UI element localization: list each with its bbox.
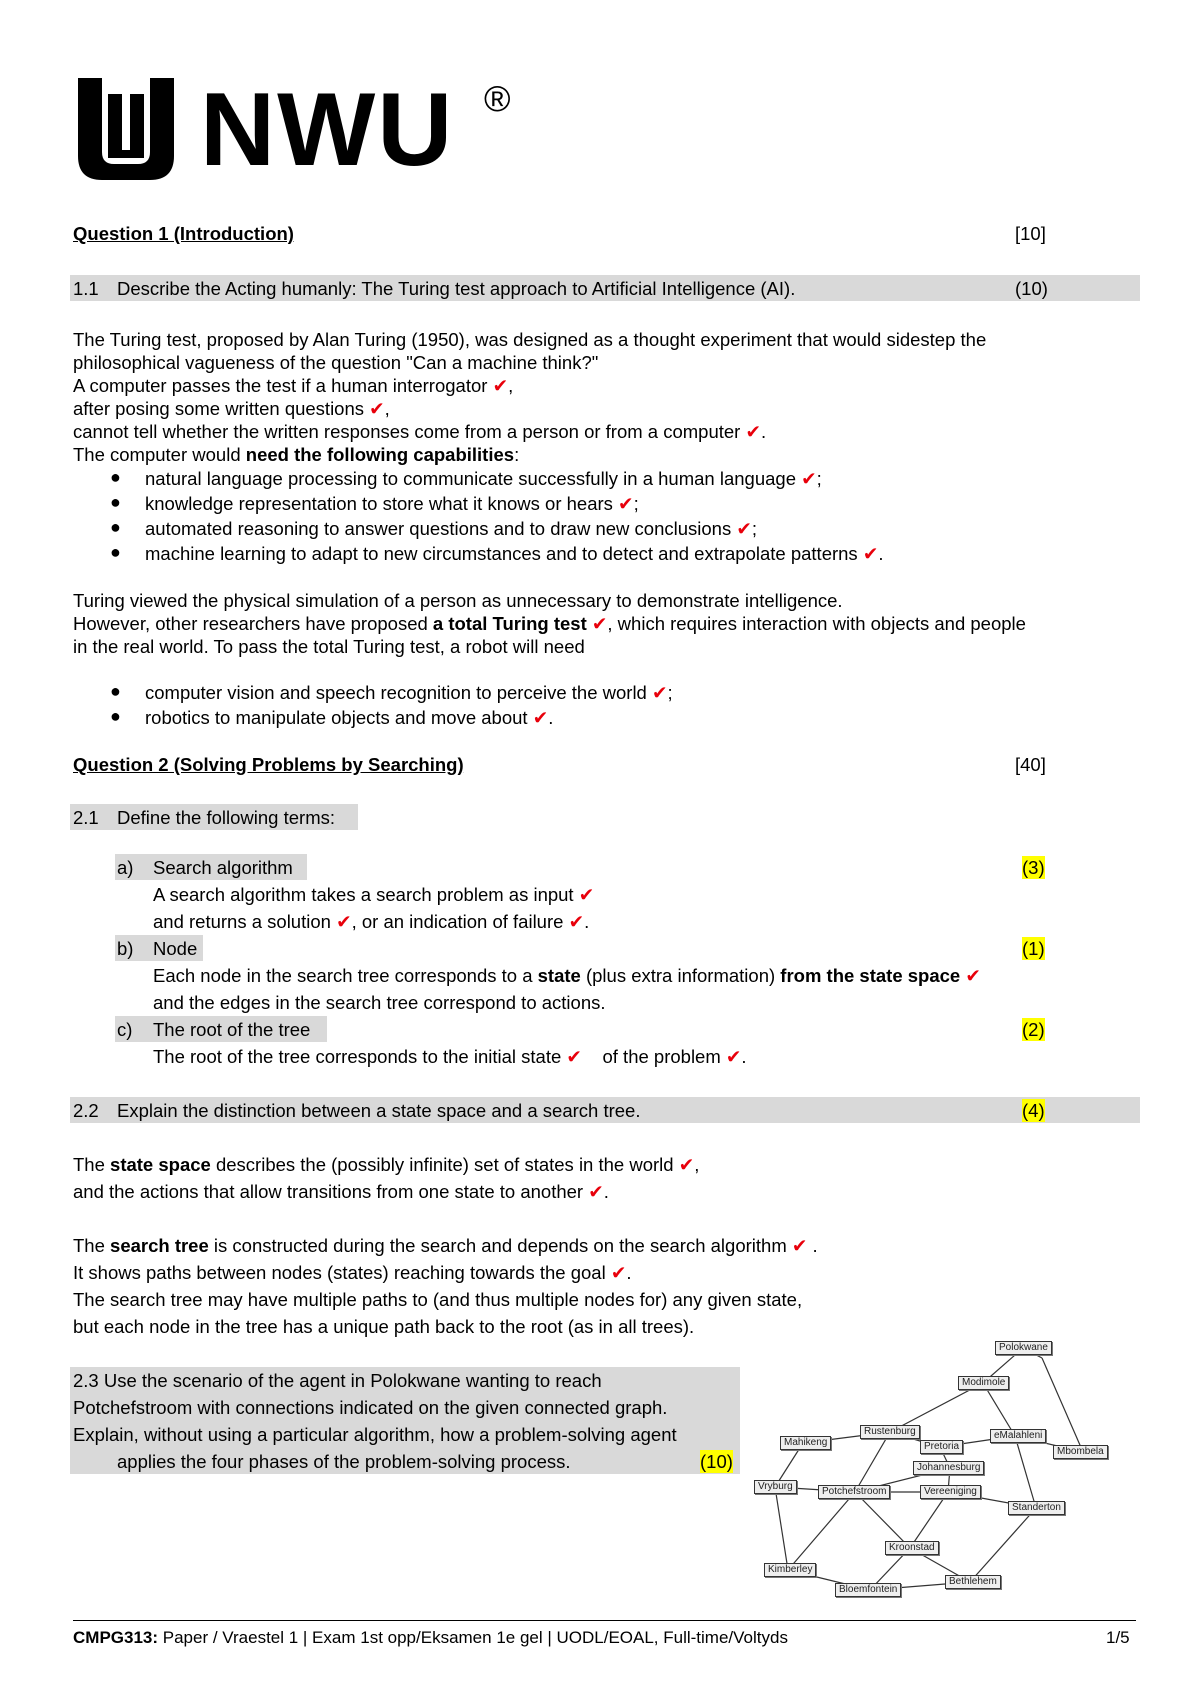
- answer-text: , or an indication of failure: [351, 911, 564, 932]
- bullet-icon: ●: [110, 467, 121, 487]
- bullet-item: natural language processing to communicate successfully in a human language ✔;: [145, 468, 822, 489]
- graph-node: Vryburg: [754, 1480, 797, 1494]
- answer-text: describes the (possibly infinite) set of states in the world: [210, 1154, 674, 1175]
- answer-text: The root of the tree corresponds to the initial state: [153, 1046, 562, 1067]
- answer-text: Each node in the search tree corresponds to a: [153, 965, 538, 986]
- bullet-icon: ●: [110, 492, 121, 512]
- answer-line: The root of the tree corresponds to the initial state ✔ of the problem ✔.: [153, 1046, 747, 1067]
- answer-text: A search algorithm takes a search problem as input: [153, 884, 574, 905]
- graph-node: Bloemfontein: [835, 1583, 901, 1597]
- answer-line: The Turing test, proposed by Alan Turing (1950), was designed as a thought experiment that would sidestep the: [73, 329, 987, 350]
- answer-text: after posing some written questions: [73, 398, 365, 419]
- answer-line: A computer passes the test if a human interrogator ✔,: [73, 375, 514, 396]
- answer-line: The search tree may have multiple paths to (and thus multiple nodes for) any given state,: [73, 1289, 803, 1310]
- graph-node: Kimberley: [764, 1563, 816, 1577]
- nwu-logo: [72, 72, 592, 187]
- graph-node: Pretoria: [920, 1440, 963, 1454]
- answer-text: It shows paths between nodes (states) reaching towards the goal: [73, 1262, 606, 1283]
- answer-text: of the problem: [602, 1046, 721, 1067]
- bullet-text: robotics to manipulate objects and move about: [145, 707, 528, 728]
- bullet-item: computer vision and speech recognition to perceive the world ✔;: [145, 682, 673, 703]
- answer-line: Turing viewed the physical simulation of a person as unnecessary to demonstrate intelligence.: [73, 590, 843, 611]
- answer-text: (plus extra information): [580, 965, 781, 986]
- term-a-label: a): [117, 857, 134, 878]
- check-mark-icon: ✔: [568, 911, 585, 932]
- term-c-name: The root of the tree: [153, 1019, 311, 1040]
- check-mark-icon: ✔: [725, 1046, 742, 1067]
- answer-line: and the actions that allow transitions from one state to another ✔.: [73, 1181, 609, 1202]
- q1-title: Question 1 (Introduction): [73, 223, 294, 244]
- answer-line: cannot tell whether the written responses come from a person or from a computer ✔.: [73, 421, 767, 442]
- answer-line: but each node in the tree has a unique path back to the root (as in all trees).: [73, 1316, 695, 1337]
- bullet-text: automated reasoning to answer questions and to draw new conclusions: [145, 518, 732, 539]
- check-mark-icon: ✔: [678, 1154, 695, 1175]
- answer-bold-text: search tree: [110, 1235, 209, 1256]
- answer-line: The search tree is constructed during the search and depends on the search algorithm ✔ .: [73, 1235, 818, 1256]
- q2-1-number: 2.1: [73, 807, 99, 828]
- bullet-item: machine learning to adapt to new circumstances and to detect and extrapolate patterns ✔.: [145, 543, 884, 564]
- q1-1-number: 1.1: [73, 278, 99, 299]
- term-b-label: b): [117, 938, 134, 959]
- q2-marks: [40]: [1015, 754, 1046, 775]
- graph-node: Rustenburg: [860, 1425, 920, 1439]
- q1-1-text: Describe the Acting humanly: The Turing test approach to Artificial Intelligence (AI).: [117, 278, 796, 299]
- answer-bold-text: state space: [110, 1154, 211, 1175]
- q2-3-marks: (10): [700, 1451, 733, 1472]
- check-mark-icon: ✔: [588, 1181, 604, 1202]
- answer-text: A computer passes the test if a human interrogator: [73, 375, 488, 396]
- answer-text: :: [514, 444, 520, 465]
- nwu-emblem-icon: [72, 72, 180, 184]
- check-mark-icon: ✔: [745, 421, 761, 442]
- footer-course-code: CMPG313:: [73, 1628, 159, 1647]
- bullet-text: knowledge representation to store what it knows or hears: [145, 493, 613, 514]
- check-mark-icon: ✔: [532, 707, 549, 728]
- bullet-item: robotics to manipulate objects and move about ✔.: [145, 707, 554, 728]
- answer-bold-text: state: [537, 965, 581, 986]
- check-mark-icon: ✔: [578, 884, 595, 905]
- connected-graph: [750, 1340, 1110, 1610]
- answer-line: It shows paths between nodes (states) reaching towards the goal ✔.: [73, 1262, 632, 1283]
- q2-3-line: Explain, without using a particular algorithm, how a problem-solving agent: [73, 1424, 677, 1445]
- answer-line: and returns a solution ✔, or an indication of failure ✔.: [153, 911, 590, 932]
- bullet-item: knowledge representation to store what it knows or hears ✔;: [145, 493, 639, 514]
- footer-info: Paper / Vraestel 1 | Exam 1st opp/Eksamen 1e gel | UODL/EOAL, Full-time/Voltyds: [158, 1628, 788, 1647]
- answer-line: and the edges in the search tree correspond to actions.: [153, 992, 606, 1013]
- q2-2-marks: (4): [1022, 1100, 1045, 1121]
- graph-node: Bethlehem: [945, 1575, 1001, 1589]
- term-c-label: c): [117, 1019, 133, 1040]
- check-mark-icon: ✔: [336, 911, 352, 932]
- graph-node: Kroonstad: [885, 1541, 939, 1555]
- check-mark-icon: ✔: [369, 398, 385, 419]
- check-mark-icon: ✔: [651, 682, 668, 703]
- q2-3-line: Potchefstroom with connections indicated on the given connected graph.: [73, 1397, 668, 1418]
- term-a-name: Search algorithm: [153, 857, 293, 878]
- check-mark-icon: ✔: [862, 543, 879, 564]
- bullet-icon: ●: [110, 706, 121, 726]
- check-mark-icon: ✔: [566, 1046, 582, 1067]
- answer-bold-text: a total Turing test: [432, 613, 587, 634]
- check-mark-icon: ✔: [791, 1235, 808, 1256]
- answer-line: philosophical vagueness of the question "Can a machine think?": [73, 352, 599, 373]
- check-mark-icon: ✔: [965, 965, 981, 986]
- check-mark-icon: ✔: [618, 493, 634, 514]
- bullet-icon: ●: [110, 542, 121, 562]
- term-c-marks: (2): [1022, 1019, 1045, 1040]
- answer-text: , which requires interaction with objects and people: [607, 613, 1026, 634]
- check-mark-icon: ✔: [801, 468, 817, 489]
- term-b-name: Node: [153, 938, 198, 959]
- answer-line: [73, 443, 519, 466]
- answer-text: is constructed during the search and depends on the search algorithm: [208, 1235, 787, 1256]
- bullet-item: automated reasoning to answer questions and to draw new conclusions ✔;: [145, 518, 757, 539]
- answer-text: cannot tell whether the written responses come from a person or from a computer: [73, 421, 741, 442]
- footer: [73, 1627, 788, 1649]
- bullet-text: machine learning to adapt to new circumstances and to detect and extrapolate patterns: [145, 543, 858, 564]
- graph-node: Modimole: [958, 1376, 1009, 1390]
- check-mark-icon: ✔: [736, 518, 752, 539]
- answer-text: The computer would: [73, 444, 246, 465]
- answer-line: in the real world. To pass the total Turing test, a robot will need: [73, 636, 585, 657]
- bullet-text: natural language processing to communicate successfully in a human language: [145, 468, 796, 489]
- answer-text: The: [73, 1235, 111, 1256]
- answer-bold-text: need the following capabilities: [245, 444, 515, 465]
- graph-node: Mbombela: [1053, 1445, 1108, 1459]
- bullet-text: computer vision and speech recognition to perceive the world: [145, 682, 647, 703]
- answer-line: [73, 612, 1026, 635]
- term-a-marks: (3): [1022, 857, 1045, 878]
- graph-node: Johannesburg: [913, 1461, 984, 1475]
- q2-3-line: applies the four phases of the problem-solving process.: [117, 1451, 571, 1472]
- registered-mark: ®: [484, 78, 511, 119]
- check-mark-icon: ✔: [492, 375, 509, 396]
- bullet-icon: ●: [110, 517, 121, 537]
- q2-3-line: 2.3 Use the scenario of the agent in Polokwane wanting to reach: [73, 1370, 602, 1391]
- check-mark-icon: ✔: [591, 613, 608, 634]
- answer-line: The state space describes the (possibly infinite) set of states in the world ✔,: [73, 1154, 700, 1175]
- graph-node: Standerton: [1008, 1501, 1065, 1515]
- answer-line: [153, 883, 594, 906]
- graph-node: Potchefstroom: [818, 1485, 890, 1499]
- answer-bold-text: from the state space: [780, 965, 961, 986]
- q2-title: Question 2 (Solving Problems by Searching): [73, 754, 464, 775]
- answer-text: The: [73, 1154, 111, 1175]
- check-mark-icon: ✔: [610, 1262, 627, 1283]
- footer-divider: [73, 1620, 1136, 1621]
- footer-page-number: 1/5: [1106, 1628, 1130, 1647]
- q2-2-number: 2.2: [73, 1100, 99, 1121]
- q1-1-marks: (10): [1015, 278, 1048, 299]
- answer-text: and the actions that allow transitions from one state to another: [73, 1181, 584, 1202]
- graph-node: Polokwane: [995, 1341, 1052, 1355]
- graph-node: Vereeniging: [920, 1485, 981, 1499]
- answer-line: [153, 964, 981, 987]
- bullet-icon: ●: [110, 681, 121, 701]
- answer-line: after posing some written questions ✔,: [73, 398, 390, 419]
- answer-text: However, other researchers have proposed: [73, 613, 433, 634]
- nwu-wordmark: NWU: [200, 72, 455, 188]
- graph-node: eMalahleni: [990, 1429, 1046, 1443]
- q2-2-text: Explain the distinction between a state space and a search tree.: [117, 1100, 641, 1121]
- q1-marks: [10]: [1015, 223, 1046, 244]
- answer-text: and returns a solution: [153, 911, 331, 932]
- term-b-marks: (1): [1022, 938, 1045, 959]
- q2-1-text: Define the following terms:: [117, 807, 335, 828]
- graph-node: Mahikeng: [780, 1436, 831, 1450]
